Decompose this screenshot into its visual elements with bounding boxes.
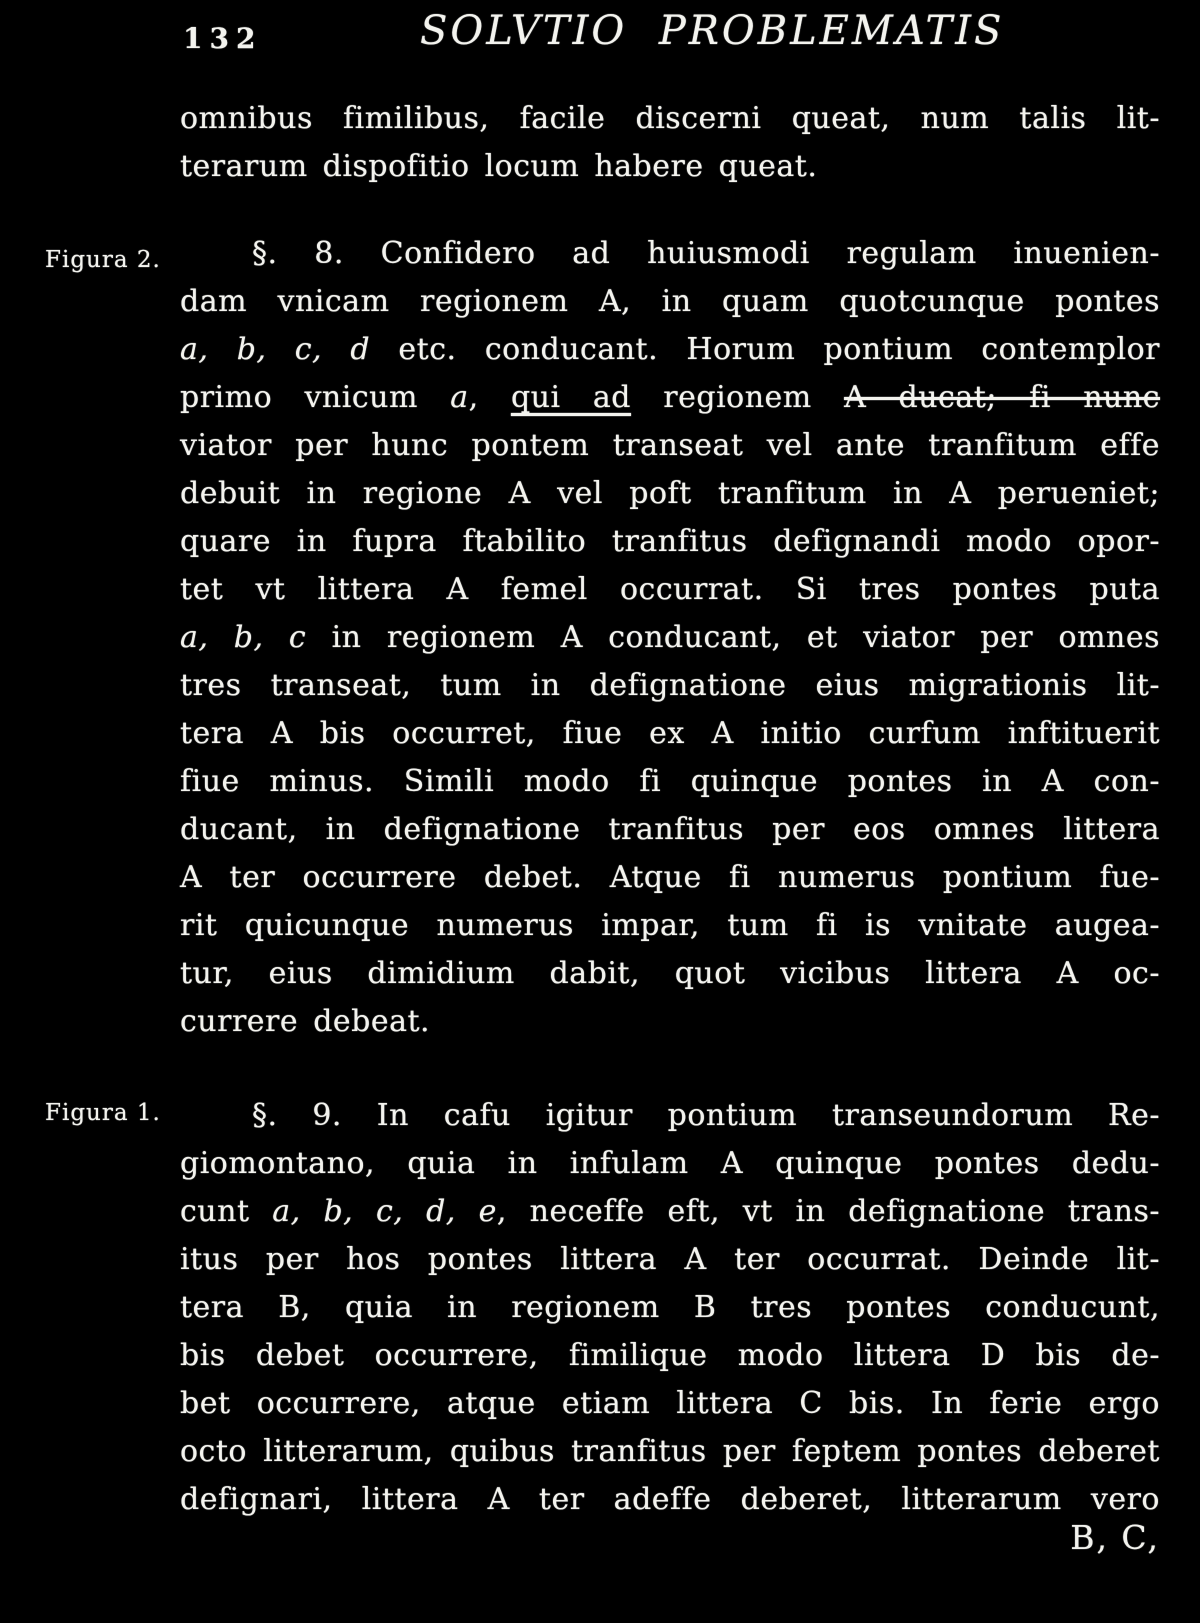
- text-line: [180, 518, 1160, 566]
- text-segment: currere debeat.: [180, 1004, 431, 1039]
- text-line: [180, 326, 1160, 374]
- text-segment: , neceffe eft, vt in defignatione trans-: [496, 1194, 1160, 1229]
- text-segment: A ter occurrere debet. Atque fi numerus pontium fue-: [180, 860, 1160, 895]
- text-segment: regionem: [630, 380, 845, 415]
- running-header: SOLVTIO PROBLEMATIS: [420, 8, 1005, 54]
- text-segment-italic: a: [450, 380, 469, 415]
- paragraph-section-9: [180, 1092, 1160, 1524]
- text-segment: quare in fupra ftabilito tranfitus defignandi modo opor-: [180, 524, 1160, 559]
- paragraph-intro: [180, 95, 1160, 191]
- text-segment: octo litterarum, quibus tranfitus per feptem pontes deberet: [180, 1434, 1160, 1469]
- text-segment: tera B, quia in regionem B tres pontes conducunt,: [180, 1290, 1160, 1325]
- catchword: B, C,: [1070, 1518, 1160, 1557]
- text-segment: ,: [468, 380, 511, 415]
- text-segment: bis debet occurrere, fimilique modo littera D bis de-: [180, 1338, 1160, 1373]
- text-line: [180, 806, 1160, 854]
- text-segment: terarum dispofitio locum habere queat.: [180, 149, 818, 184]
- text-segment: omnibus fimilibus, facile discerni queat, num talis lit-: [180, 101, 1160, 136]
- text-segment: itus per hos pontes littera A ter occurrat. Deinde lit-: [180, 1242, 1160, 1277]
- text-segment: §. 8. Confidero ad huiusmodi regulam inuenien-: [252, 236, 1160, 271]
- text-line: [180, 143, 1160, 191]
- text-line: [180, 1476, 1160, 1524]
- text-segment-italic: a, b, c, d: [180, 332, 371, 367]
- text-line: [180, 1236, 1160, 1284]
- text-line: [180, 278, 1160, 326]
- text-segment: cunt: [180, 1194, 273, 1229]
- text-line: [180, 950, 1160, 998]
- text-segment: debuit in regione A vel poft tranfitum in A perueniet;: [180, 476, 1160, 511]
- text-line: [180, 758, 1160, 806]
- text-segment: viator per hunc pontem transeat vel ante tranfitum effe: [180, 428, 1160, 463]
- text-line: [180, 1140, 1160, 1188]
- text-line: [180, 614, 1160, 662]
- text-line: [180, 470, 1160, 518]
- text-segment-underline: qui ad: [510, 380, 631, 415]
- text-line: [180, 998, 1160, 1046]
- text-segment: tet vt littera A femel occurrat. Si tres pontes puta: [180, 572, 1160, 607]
- text-segment: tres transeat, tum in defignatione eius migrationis lit-: [180, 668, 1160, 703]
- text-line: [180, 1188, 1160, 1236]
- text-segment: tur, eius dimidium dabit, quot vicibus littera A oc-: [180, 956, 1160, 991]
- text-line: [180, 95, 1160, 143]
- text-segment: dam vnicam regionem A, in quam quotcunque pontes: [180, 284, 1160, 319]
- text-segment-italic: a, b, c, d, e: [272, 1194, 497, 1229]
- text-line: [180, 374, 1160, 422]
- text-segment: rit quicunque numerus impar, tum fi is vnitate augea-: [180, 908, 1160, 943]
- page-number: 132: [183, 22, 263, 55]
- text-segment: §. 9. In cafu igitur pontium transeundorum Re-: [252, 1098, 1160, 1133]
- text-line: [180, 566, 1160, 614]
- text-segment: bet occurrere, atque etiam littera C bis. In ferie ergo: [180, 1386, 1160, 1421]
- text-line: [180, 1284, 1160, 1332]
- text-line: [180, 854, 1160, 902]
- margin-note-2: Figura 1.: [45, 1100, 161, 1126]
- text-segment: etc. conducant. Horum pontium contemplor: [370, 332, 1161, 367]
- text-segment: giomontano, quia in infulam A quinque pontes dedu-: [180, 1146, 1160, 1181]
- text-line: [180, 1092, 1160, 1140]
- text-line: [180, 422, 1160, 470]
- text-line: [180, 710, 1160, 758]
- text-segment: tera A bis occurret, fiue ex A initio curfum inftituerit: [180, 716, 1160, 751]
- text-line: [180, 1332, 1160, 1380]
- text-segment: fiue minus. Simili modo fi quinque pontes in A con-: [180, 764, 1160, 799]
- text-segment-strike: A ducat; fi nunc: [844, 380, 1160, 415]
- text-line: [180, 662, 1160, 710]
- text-line: [180, 230, 1160, 278]
- text-segment: in regionem A conducant, et viator per omnes: [306, 620, 1160, 655]
- text-line: [180, 1380, 1160, 1428]
- margin-note-1: Figura 2.: [45, 247, 161, 273]
- text-line: [180, 902, 1160, 950]
- text-segment: primo vnicum: [180, 380, 451, 415]
- text-segment: ducant, in defignatione tranfitus per eos omnes littera: [180, 812, 1160, 847]
- text-segment-italic: a, b, c: [180, 620, 307, 655]
- text-body: [180, 0, 1160, 1623]
- text-line: [180, 1428, 1160, 1476]
- paragraph-section-8: [180, 230, 1160, 1046]
- text-segment: defignari, littera A ter adeffe deberet, litterarum vero: [180, 1482, 1160, 1517]
